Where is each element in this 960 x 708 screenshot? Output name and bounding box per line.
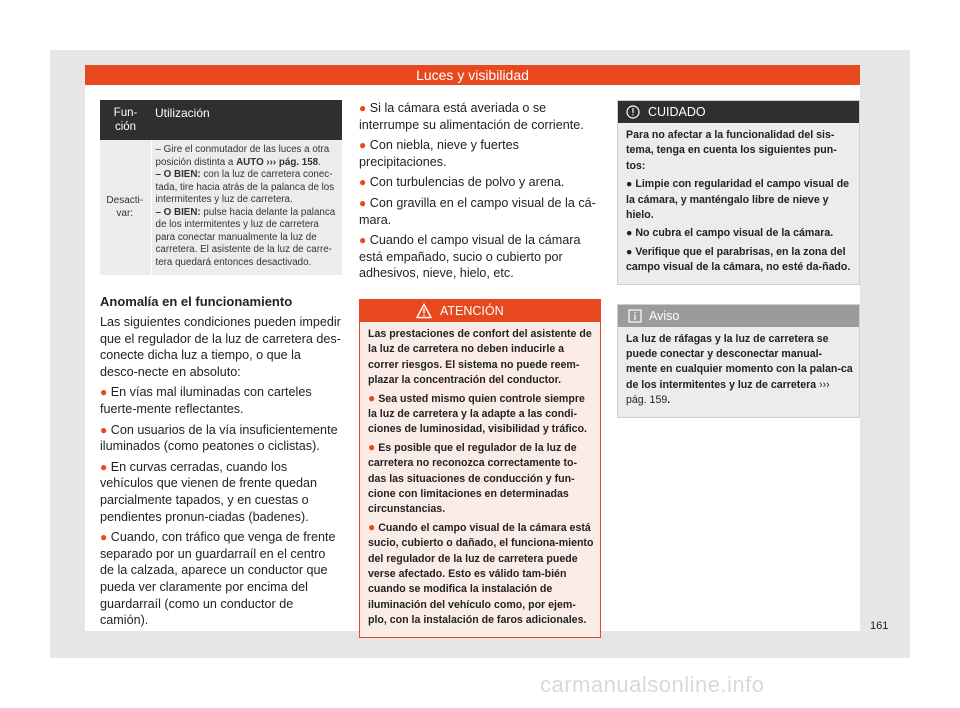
table-row-key: Desacti-var: — [100, 140, 151, 275]
anomaly-title: Anomalía en el funcionamiento — [100, 294, 293, 309]
page-number: 161 — [870, 620, 889, 632]
column-1 — [100, 100, 342, 629]
notice-title: Aviso — [649, 308, 680, 323]
list-item: ● Verifique que el parabrisas, en la zona del campo visual de la cámara, no esté da-ñado. — [626, 245, 851, 274]
column-3 — [617, 100, 860, 418]
bullet-icon: ● — [359, 233, 367, 248]
list-item: ● Con usuarios de la vía insuficientemente iluminados (como peatones o ciclistas). — [100, 422, 338, 454]
notice-box — [617, 304, 860, 418]
bullet-icon: ● — [100, 530, 108, 545]
bullet-icon: ● — [368, 439, 376, 454]
list-item: ● Si la cámara está averiada o se interrumpe su alimentación de corriente. — [359, 101, 584, 132]
caution-box — [617, 100, 860, 285]
bullet-icon: ● — [368, 390, 376, 405]
list-item: ● Con niebla, nieve y fuertes precipitaciones. — [359, 138, 519, 169]
notice-header — [618, 305, 859, 327]
list-item: ● Con gravilla en el campo visual de la cá-mara. — [359, 195, 596, 227]
section-header: Luces y visibilidad — [85, 65, 860, 85]
table-row — [100, 140, 342, 275]
bullet-icon: ● — [100, 422, 108, 437]
bullet-icon: ● — [359, 195, 367, 210]
caution-intro: Para no afectar a la funcionalidad del sis-tema, tenga en cuenta los siguientes pun-tos: — [626, 129, 837, 172]
page-ref-link[interactable]: ››› pág. 159 — [626, 378, 830, 407]
list-item: ● Con turbulencias de polvo y arena. — [359, 175, 565, 190]
warning-intro: Las prestaciones de confort del asistente de la luz de carretera no deben inducirle a correr riesgos. El sistema no puede reem-plazar la concentración del conductor. — [368, 327, 592, 387]
list-item: ● No cubra el campo visual de la cámara. — [626, 227, 834, 240]
warning-header — [360, 300, 600, 322]
list-item: ● Sea usted mismo quien controle siempre la luz de carretera y la adapte a las condi-ciones de luminosidad, visibilidad y tráfico. — [368, 390, 587, 436]
warning-body — [360, 322, 600, 637]
bullet-icon: ● — [626, 178, 633, 191]
caution-body — [618, 123, 859, 284]
bullet-icon: ● — [100, 385, 108, 400]
bullet-icon: ● — [100, 459, 108, 474]
function-table — [100, 100, 342, 275]
list-item: ● Limpie con regularidad el campo visual de la cámara, y manténgalo libre de nieve y hielo. — [626, 178, 850, 222]
list-item: ● En curvas cerradas, cuando los vehículos que vienen de frente quedan parcialmente tapados, y en cuestas o pendientes pronun-ciadas (badenes). — [100, 459, 318, 524]
warning-triangle-icon — [416, 303, 432, 319]
bullet-icon: ● — [368, 519, 376, 534]
table-header-function: Fun-ción — [100, 100, 151, 140]
page-ref-link[interactable]: ››› pág. 158 — [263, 156, 319, 168]
bullet-icon: ● — [359, 101, 367, 115]
bullet-icon: ● — [359, 138, 367, 153]
watermark: carmanualsonline.info — [540, 672, 765, 697]
caution-title: CUIDADO — [648, 105, 706, 119]
bullet-icon: ● — [359, 175, 367, 190]
bullet-icon: ● — [626, 245, 633, 258]
caution-header — [618, 101, 859, 123]
warning-title: ATENCIÓN — [440, 303, 504, 318]
table-header-usage: Utilización — [151, 100, 342, 140]
auto-label: AUTO — [236, 156, 264, 168]
warning-box — [359, 299, 601, 638]
list-item: ● Es posible que el regulador de la luz de carretera no reconozca correctamente to-das las situaciones de conducción y fun-cione con limitaciones en determinadas circunstancias. — [368, 439, 578, 516]
list-item: ● Cuando el campo visual de la cámara está empañado, sucio o cubierto por adhesivos, nieve, hielo, etc. — [359, 233, 581, 281]
exclamation-circle-icon — [626, 105, 640, 119]
anomaly-intro: Las siguientes condiciones pueden impedir que el regulador de la luz de carretera des-conecte dicha luz a tiempo, o que la desco-necte en absoluto: — [100, 315, 341, 379]
list-item: ● Cuando el campo visual de la cámara está sucio, cubierto o dañado, el funciona-miento del regulador de la luz de carretera puede verse afectado. Esto es válido tam-bién cuando se modifica la instalación de iluminación del vehículo como, por ejem-plo, con la instalación de faros adicionales. — [368, 519, 594, 627]
bullet-icon: ● — [626, 227, 633, 240]
notice-body: La luz de ráfagas y la luz de carretera se puede conectar y desconectar manual-mente en cualquier momento con la palan-ca de los intermitentes y luz de carretera ››› pág. 159. — [626, 332, 853, 407]
list-item: ● En vías mal iluminadas con carteles fuerte-mente reflectantes. — [100, 385, 312, 416]
info-icon — [628, 309, 642, 323]
column-2 — [359, 100, 601, 638]
list-item: ● Cuando, con tráfico que venga de frente separado por un guardarraíl en el centro de la calzada, aparece un conductor que pueda ver claramente por encima del guardarraíl (como un conductor de camión). — [100, 530, 336, 628]
table-row-value: – Gire el conmutador de las luces a otra posición distinta a AUTO ››› pág. 158. – O BIEN: con la luz de carretera conec-tada, tire hacia atrás de la palanca de los intermitentes y luz de carretera. – O BIEN: pulse hacia delante la palanca de los intermitentes y luz de carretera para conectar manualmente la luz de carretera. El asistente de la luz de carre-tera quedará entonces desactivado. — [151, 140, 342, 275]
